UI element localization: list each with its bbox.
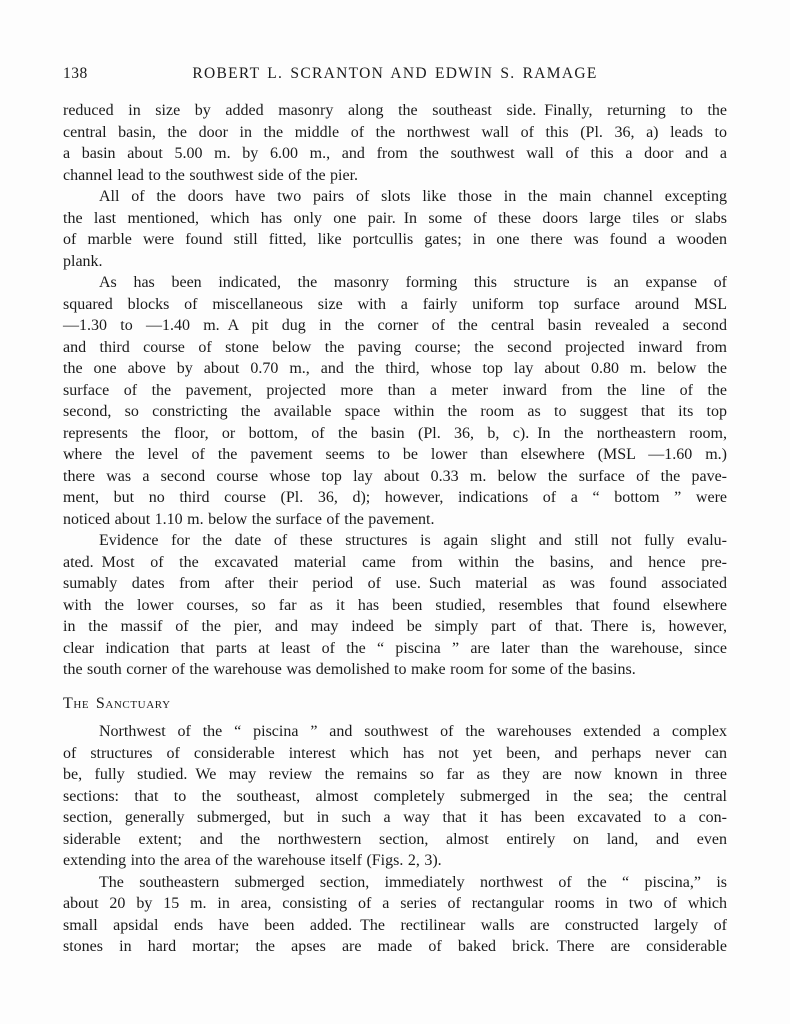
- page-number: 138: [63, 65, 88, 82]
- text-line: central basin, the door in the middle of the northwest wall of this (Pl. 36, a) leads to: [63, 123, 727, 141]
- running-header-title: ROBERT L. SCRANTON AND EDWIN S. RAMAGE: [192, 65, 598, 82]
- text-line: a basin about 5.00 m. by 6.00 m., and from the southwest wall of this a door and a: [63, 145, 727, 162]
- text-line: —1.30 to —1.40 m. A pit dug in the corner of the central basin revealed a second: [63, 317, 727, 334]
- text-line: surface of the pavement, projected more than a meter inward from the line of the: [63, 381, 727, 399]
- text-line: squared blocks of miscellaneous size with a fairly uniform top surface around MSL: [63, 295, 727, 313]
- text-line: channel lead to the southwest side of the pier.: [63, 166, 359, 184]
- text-line: where the level of the pavement seems to be lower than elsewhere (MSL —1.60 m.): [63, 446, 727, 463]
- text-line: reduced in size by added masonry along the southeast side. Finally, returning to the: [63, 102, 727, 119]
- text-line: and third course of stone below the paving course; the second projected inward from: [63, 338, 727, 356]
- text-line: represents the floor, or bottom, of the basin (Pl. 36, b, c). In the northeastern room,: [63, 424, 727, 442]
- text-line: there was a second course whose top lay about 0.33 m. below the surface of the pave-: [63, 467, 727, 485]
- text-line: sumably dates from after their period of use. Such material as was found associated: [63, 575, 727, 592]
- text-line: of marble were found still fitted, like portcullis gates; in one there was found a wooden: [63, 231, 727, 248]
- text-line: clear indication that parts at least of the “ piscina ” are later than the warehouse, since: [63, 639, 727, 657]
- text-line: extending into the area of the warehouse itself (Figs. 2, 3).: [63, 852, 442, 869]
- text-line: stones in hard mortar; the apses are made of baked brick. There are considerable: [63, 938, 727, 955]
- text-line: with the lower courses, so far as it has been studied, resembles that found elsewhere: [63, 596, 727, 614]
- text-line: in the massif of the pier, and may indeed be simply part of that. There is, however,: [63, 618, 727, 635]
- text-line: siderable extent; and the northwestern section, almost entirely on land, and even: [63, 830, 727, 848]
- text-line: about 20 by 15 m. in area, consisting of a series of rectangular rooms in two of which: [63, 895, 727, 912]
- text-line: Northwest of the “ piscina ” and southwest of the warehouses extended a complex: [99, 723, 727, 740]
- text-line: plank.: [63, 252, 103, 270]
- running-header: [63, 65, 727, 85]
- text-line: As has been indicated, the masonry forming this structure is an expanse of: [99, 274, 727, 291]
- text-line: the last mentioned, which has only one pair. In some of these doors large tiles or slabs: [63, 209, 727, 227]
- text-line: All of the doors have two pairs of slots like those in the main channel excepting: [99, 188, 727, 205]
- text-line: the one above by about 0.70 m., and the third, whose top lay about 0.80 m. below the: [63, 360, 727, 377]
- text-line: small apsidal ends have been added. The rectilinear walls are constructed largely of: [63, 916, 727, 934]
- text-line: of structures of considerable interest which has not yet been, and perhaps never can: [63, 744, 727, 762]
- text-line: ment, but no third course (Pl. 36, d); however, indications of a “ bottom ” were: [63, 489, 727, 506]
- text-line: sections: that to the southeast, almost completely submerged in the sea; the central: [63, 787, 727, 805]
- text-line: second, so constricting the available space within the room as to suggest that its top: [63, 403, 727, 420]
- page-body: [63, 100, 727, 958]
- text-line: Evidence for the date of these structures is again slight and still not fully evalu-: [99, 532, 727, 549]
- text-line: section, generally submerged, but in such a way that it has been excavated to a con-: [63, 809, 727, 826]
- text-line: The southeastern submerged section, immediately northwest of the “ piscina,” is: [99, 873, 727, 891]
- text-line: be, fully studied. We may review the remains so far as they are now known in three: [63, 766, 727, 783]
- text-line: ated. Most of the excavated material came from within the basins, and hence pre-: [63, 553, 727, 571]
- text-line: noticed about 1.10 m. below the surface of the pavement.: [63, 510, 435, 528]
- section-heading: The Sanctuary: [63, 694, 171, 712]
- text-line: the south corner of the warehouse was demolished to make room for some of the basins.: [63, 661, 636, 678]
